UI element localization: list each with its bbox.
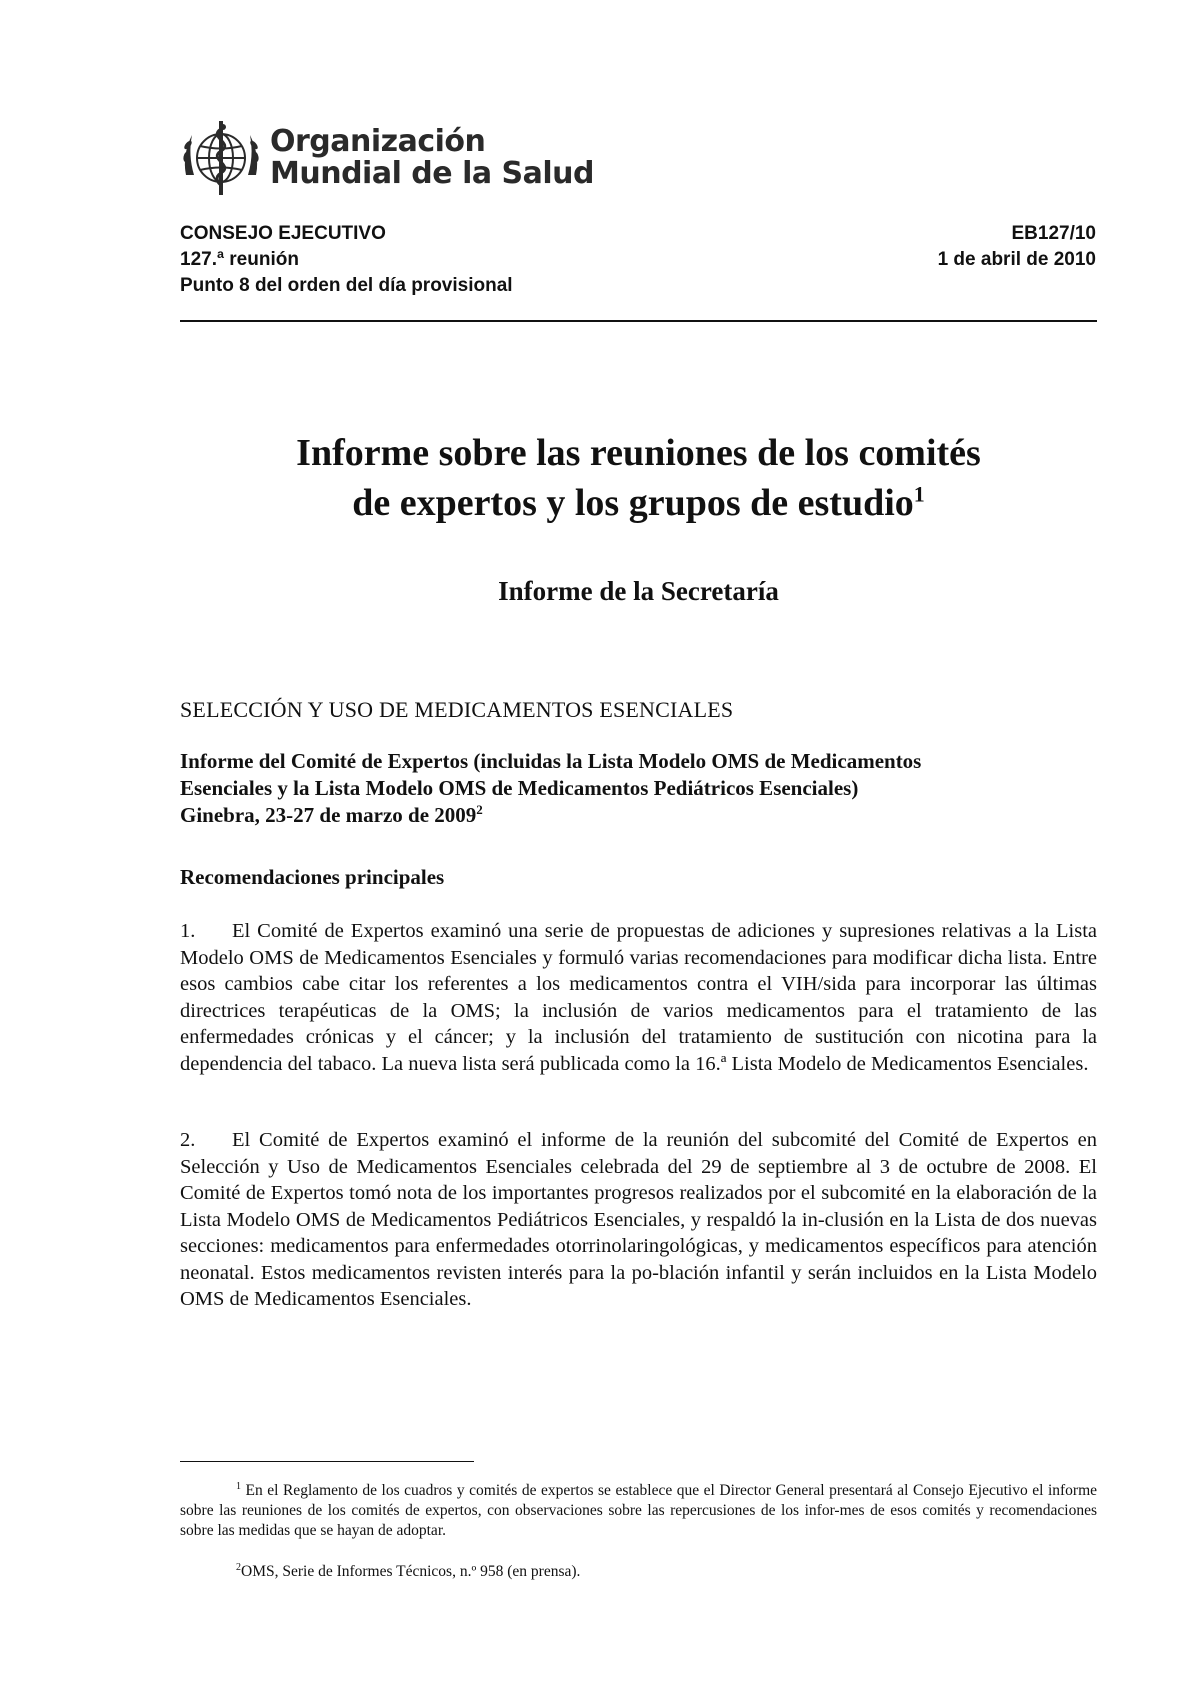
footnote-mark: 1 xyxy=(236,1480,241,1492)
paragraph-1 xyxy=(180,918,1097,1077)
committee-line-2: Esenciales y la Lista Modelo OMS de Medicamentos Pediátricos Esenciales) xyxy=(180,776,859,800)
document-symbol: EB127/10 xyxy=(1011,223,1096,244)
title-line-1: Informe sobre las reuniones de los comités xyxy=(296,432,981,474)
recommendations-heading: Recomendaciones principales xyxy=(180,865,445,889)
logo-org-name-line2: Mundial de la Salud xyxy=(270,156,595,191)
document-date: 1 de abril de 2010 xyxy=(937,249,1096,270)
paragraph-text: El Comité de Expertos examinó el informe de la reunión del subcomité del Comité de Expertos en Selección y Uso de Medicamentos Esenciales celebrada del 29 de septiembre al 3 de octubre de 2008. El Comité de Expertos tomó nota de los importantes progresos realizados por el subcomité en la elaboración de la Lista Modelo OMS de Medicamentos Pediátricos Esenciales, y respaldó la in-clusión en la Lista de dos nuevas secciones: medicamentos para enfermedades otorrinolaringológicas, y medicamentos específicos para atención neonatal. Estos medicamentos revisten interés para la po-blación infantil y serán incluidos en la Lista Modelo OMS de Medicamentos Esenciales. xyxy=(180,1129,1097,1310)
paragraph-2 xyxy=(180,1127,1097,1313)
title-line-2: de expertos y los grupos de estudio xyxy=(352,482,914,524)
header-right xyxy=(938,221,1096,273)
logo-org-name-line1: Organización xyxy=(270,124,486,159)
header-divider xyxy=(180,320,1097,322)
footnote-text: En el Reglamento de los cuadros y comités de expertos se establece que el Director General presentará al Consejo Ejecutivo el informe sobre las reuniones de los comités de expertos, con observaciones sobre las repercusiones de los infor-mes de esos comités y recomendaciones sobre las medidas que se hayan de adoptar. xyxy=(180,1482,1098,1539)
session-number: 127.ª reunión xyxy=(180,249,299,270)
committee-line-1: Informe del Comité de Expertos (incluidas la Lista Modelo OMS de Medicamentos xyxy=(180,749,922,773)
footnote-2 xyxy=(180,1562,1097,1582)
document-subtitle: Informe de la Secretaría xyxy=(498,576,779,606)
footnote-1 xyxy=(180,1481,1097,1541)
footnote-mark: 2 xyxy=(236,1561,241,1573)
footnote-divider xyxy=(180,1461,474,1462)
header-left xyxy=(180,221,513,299)
committee-line-3: Ginebra, 23-27 de marzo de 2009 xyxy=(180,803,477,827)
section-heading: SELECCIÓN Y USO DE MEDICAMENTOS ESENCIALES xyxy=(180,697,734,722)
paragraph-number: 2. xyxy=(180,1129,196,1151)
who-logo xyxy=(178,115,594,201)
who-emblem-icon xyxy=(178,115,264,201)
footnote-text: OMS, Serie de Informes Técnicos, n.º 958 (en prensa). xyxy=(241,1563,581,1580)
committee-footnote-mark: 2 xyxy=(476,802,483,817)
paragraph-number: 1. xyxy=(180,920,196,942)
council-name: CONSEJO EJECUTIVO xyxy=(180,223,386,244)
paragraph-text: El Comité de Expertos examinó una serie de propuestas de adiciones y supresiones relativas a la Lista Modelo OMS de Medicamentos Esenciales y formuló varias recomendaciones para modificar dicha lista. Entre esos cambios cabe citar los referentes a los medicamentos contra el VIH/sida para incorporar las últimas directrices terapéuticas de la OMS; la inclusión de varios medicamentos para el tratamiento de las enfermedades crónicas y el cáncer; y la inclusión del tratamiento de sustitución con nicotina para la dependencia del tabaco. La nueva lista será publicada como la 16.ª Lista Modelo de Medicamentos Esenciales. xyxy=(180,920,1097,1075)
document-title xyxy=(180,428,1097,528)
agenda-item: Punto 8 del orden del día provisional xyxy=(180,275,513,296)
title-footnote-mark: 1 xyxy=(913,481,925,507)
committee-report-heading xyxy=(180,748,1097,829)
